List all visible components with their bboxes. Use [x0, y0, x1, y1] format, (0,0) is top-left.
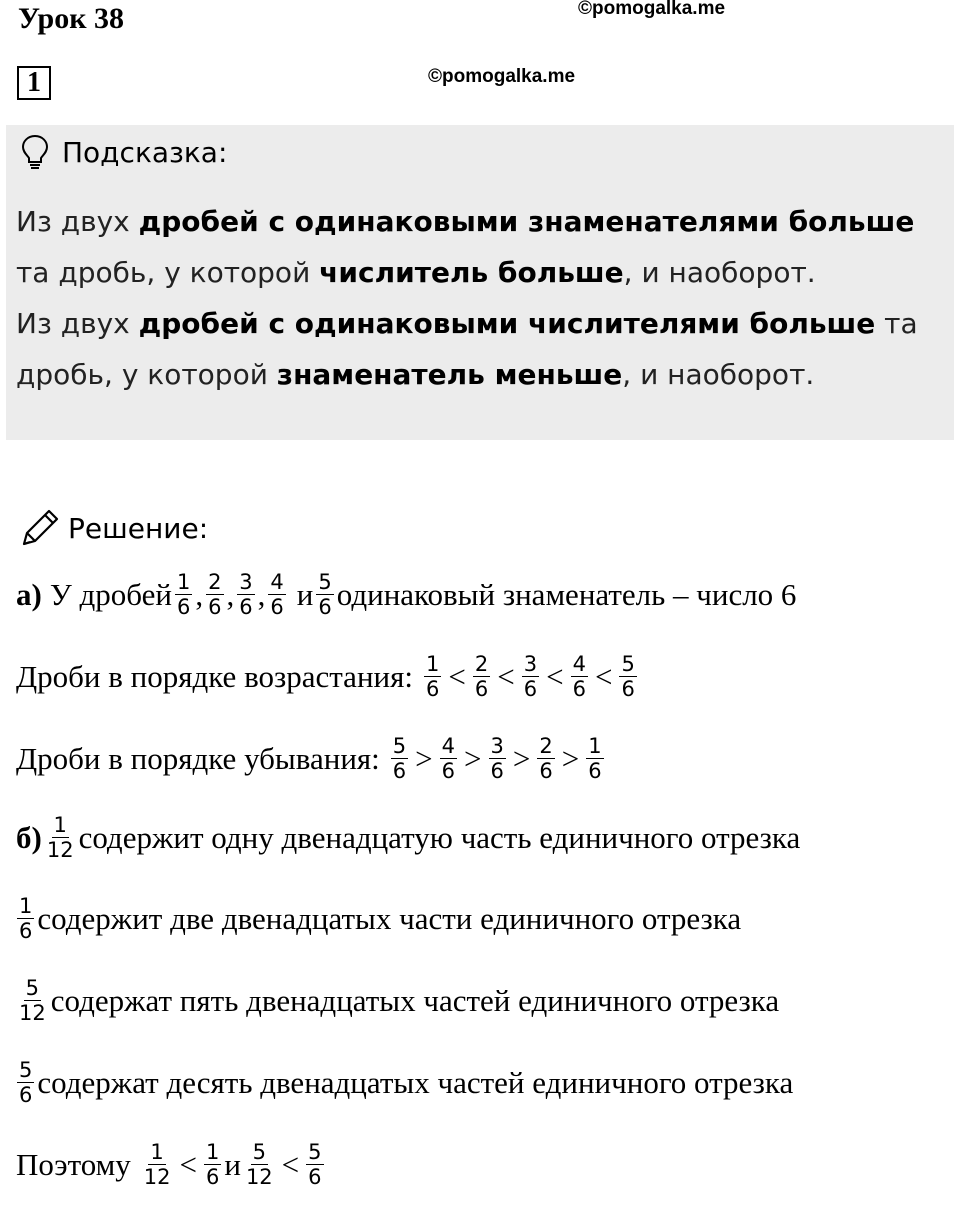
- numerator: 1: [205, 1140, 220, 1164]
- numerator: 2: [539, 734, 553, 758]
- fraction-3-6: [489, 734, 506, 783]
- denominator: 6: [239, 595, 253, 619]
- greater-than: >: [512, 740, 531, 776]
- numerator: 1: [177, 570, 191, 594]
- hint-p2-e: , и наоборот.: [622, 358, 815, 391]
- line-ascending: [16, 652, 640, 701]
- hint-p1-d: числитель больше: [319, 256, 624, 289]
- denominator: 6: [19, 919, 33, 943]
- pencil-icon: [18, 506, 62, 550]
- less-than: <: [281, 1146, 300, 1182]
- hint-p1-b: дробей с одинаковыми знаменателями больше: [138, 205, 915, 238]
- fraction-2-6: [537, 734, 554, 783]
- numerator: 3: [523, 652, 538, 676]
- fraction-1-6: [17, 894, 34, 943]
- numerator: 5: [19, 1058, 33, 1082]
- hint-text: [16, 196, 946, 400]
- fraction-1-12: [45, 813, 76, 862]
- a-rest: одинаковый знаменатель – число 6: [336, 576, 797, 612]
- denominator: 12: [19, 1001, 46, 1025]
- comma: ,: [226, 576, 235, 612]
- less-than: <: [448, 658, 466, 694]
- numerator: 3: [490, 734, 504, 758]
- fraction-3-6: [522, 652, 539, 701]
- hint-p2-b: дробей с одинаковыми числителями больше: [138, 307, 876, 340]
- desc-text: Дроби в порядке убывания:: [16, 740, 380, 776]
- fraction-5-6: [306, 1140, 323, 1189]
- solution-heading: [18, 506, 208, 550]
- b-line3-text: содержат пять двенадцатых частей единичного отрезка: [50, 982, 780, 1018]
- watermark-top: ©pomogalka.me: [578, 0, 726, 19]
- numerator: 5: [308, 1140, 322, 1164]
- numerator: 1: [19, 894, 33, 918]
- fraction-5-6: [17, 1058, 34, 1107]
- denominator: 6: [392, 759, 407, 783]
- denominator: 12: [143, 1165, 171, 1189]
- line-a: [16, 570, 796, 619]
- denominator: 12: [46, 838, 74, 862]
- fraction-5-6: [391, 734, 408, 783]
- less-than: <: [546, 658, 564, 694]
- denominator: 6: [177, 595, 191, 619]
- denominator: 6: [539, 759, 553, 783]
- fraction-5-12: [17, 976, 48, 1025]
- denominator: 6: [19, 1083, 33, 1107]
- numerator: 1: [53, 813, 67, 837]
- denominator: 6: [621, 677, 635, 701]
- fraction-5-6: [619, 652, 636, 701]
- denominator: 6: [270, 595, 284, 619]
- fraction-5-6: [316, 570, 333, 619]
- hint-p1-a: Из двух: [16, 205, 139, 238]
- label-b: б): [16, 819, 42, 855]
- numerator: 4: [270, 570, 284, 594]
- numerator: 3: [239, 570, 253, 594]
- label-a: а): [16, 576, 42, 612]
- fraction-5-12: [244, 1140, 275, 1189]
- fraction-1-6: [586, 734, 603, 783]
- denominator: 6: [318, 595, 332, 619]
- line-b4: [14, 1058, 793, 1107]
- lesson-title: Урок 38: [18, 2, 125, 35]
- line-descending: [16, 734, 607, 783]
- fraction-1-6: [175, 570, 192, 619]
- denominator: 12: [245, 1165, 273, 1189]
- and-word: и: [296, 576, 314, 612]
- greater-than: >: [464, 740, 482, 776]
- line-b2: [14, 894, 741, 943]
- comma: ,: [257, 576, 266, 612]
- b-line2-text: содержит две двенадцатых части единичного отрезка: [37, 900, 742, 936]
- fraction-4-6: [268, 570, 285, 619]
- b-line1-text: содержит одну двенадцатую часть единичного отрезка: [78, 819, 801, 855]
- denominator: 6: [308, 1165, 322, 1189]
- numerator: 4: [572, 652, 586, 676]
- numerator: 4: [441, 734, 456, 758]
- hint-heading-label: Подсказка:: [62, 135, 228, 169]
- denominator: 6: [588, 759, 602, 783]
- and-word: и: [224, 1146, 241, 1182]
- fraction-1-12: [142, 1140, 173, 1189]
- asc-text: Дроби в порядке возрастания:: [16, 658, 413, 694]
- greater-than: >: [561, 740, 580, 776]
- less-than: <: [497, 658, 515, 694]
- numerator: 1: [150, 1140, 164, 1164]
- denominator: 6: [426, 677, 440, 701]
- numerator: 5: [621, 652, 635, 676]
- hint-p2-c: та дробь, у которой: [16, 307, 918, 391]
- solution-heading-label: Решение:: [68, 511, 209, 545]
- hint-heading: [20, 134, 227, 170]
- hint-p1-e: , и наоборот.: [623, 256, 816, 289]
- hint-p1-c: та дробь, у которой: [16, 256, 320, 289]
- fraction-1-6: [424, 652, 441, 701]
- hint-p2-a: Из двух: [16, 307, 139, 340]
- line-b1: [16, 813, 800, 862]
- fraction-3-6: [237, 570, 254, 619]
- fraction-4-6: [440, 734, 457, 783]
- therefore-text: Поэтому: [16, 1146, 131, 1182]
- fraction-2-6: [473, 652, 490, 701]
- numerator: 2: [474, 652, 489, 676]
- watermark-mid: ©pomogalka.me: [428, 66, 576, 87]
- denominator: 6: [490, 759, 504, 783]
- numerator: 2: [208, 570, 222, 594]
- fraction-2-6: [206, 570, 223, 619]
- denominator: 6: [441, 759, 456, 783]
- numerator: 5: [318, 570, 332, 594]
- denominator: 6: [205, 1165, 220, 1189]
- denominator: 6: [474, 677, 489, 701]
- denominator: 6: [572, 677, 586, 701]
- a-intro: У дробей: [49, 576, 173, 612]
- comma: ,: [195, 576, 204, 612]
- line-therefore: [16, 1140, 327, 1189]
- fraction-4-6: [571, 652, 588, 701]
- less-than: <: [179, 1146, 197, 1182]
- b-line4-text: содержат десять двенадцатых частей единичного отрезка: [37, 1064, 794, 1100]
- numerator: 1: [588, 734, 602, 758]
- greater-than: >: [415, 740, 433, 776]
- line-b3: [14, 976, 779, 1025]
- hint-p2-d: знаменатель меньше: [276, 358, 623, 391]
- lightbulb-icon: [20, 134, 50, 170]
- fraction-1-6: [204, 1140, 221, 1189]
- denominator: 6: [208, 595, 222, 619]
- less-than: <: [594, 658, 613, 694]
- numerator: 5: [252, 1140, 266, 1164]
- task-number: 1: [17, 66, 51, 100]
- numerator: 5: [392, 734, 407, 758]
- numerator: 5: [25, 976, 40, 1000]
- numerator: 1: [426, 652, 440, 676]
- denominator: 6: [523, 677, 538, 701]
